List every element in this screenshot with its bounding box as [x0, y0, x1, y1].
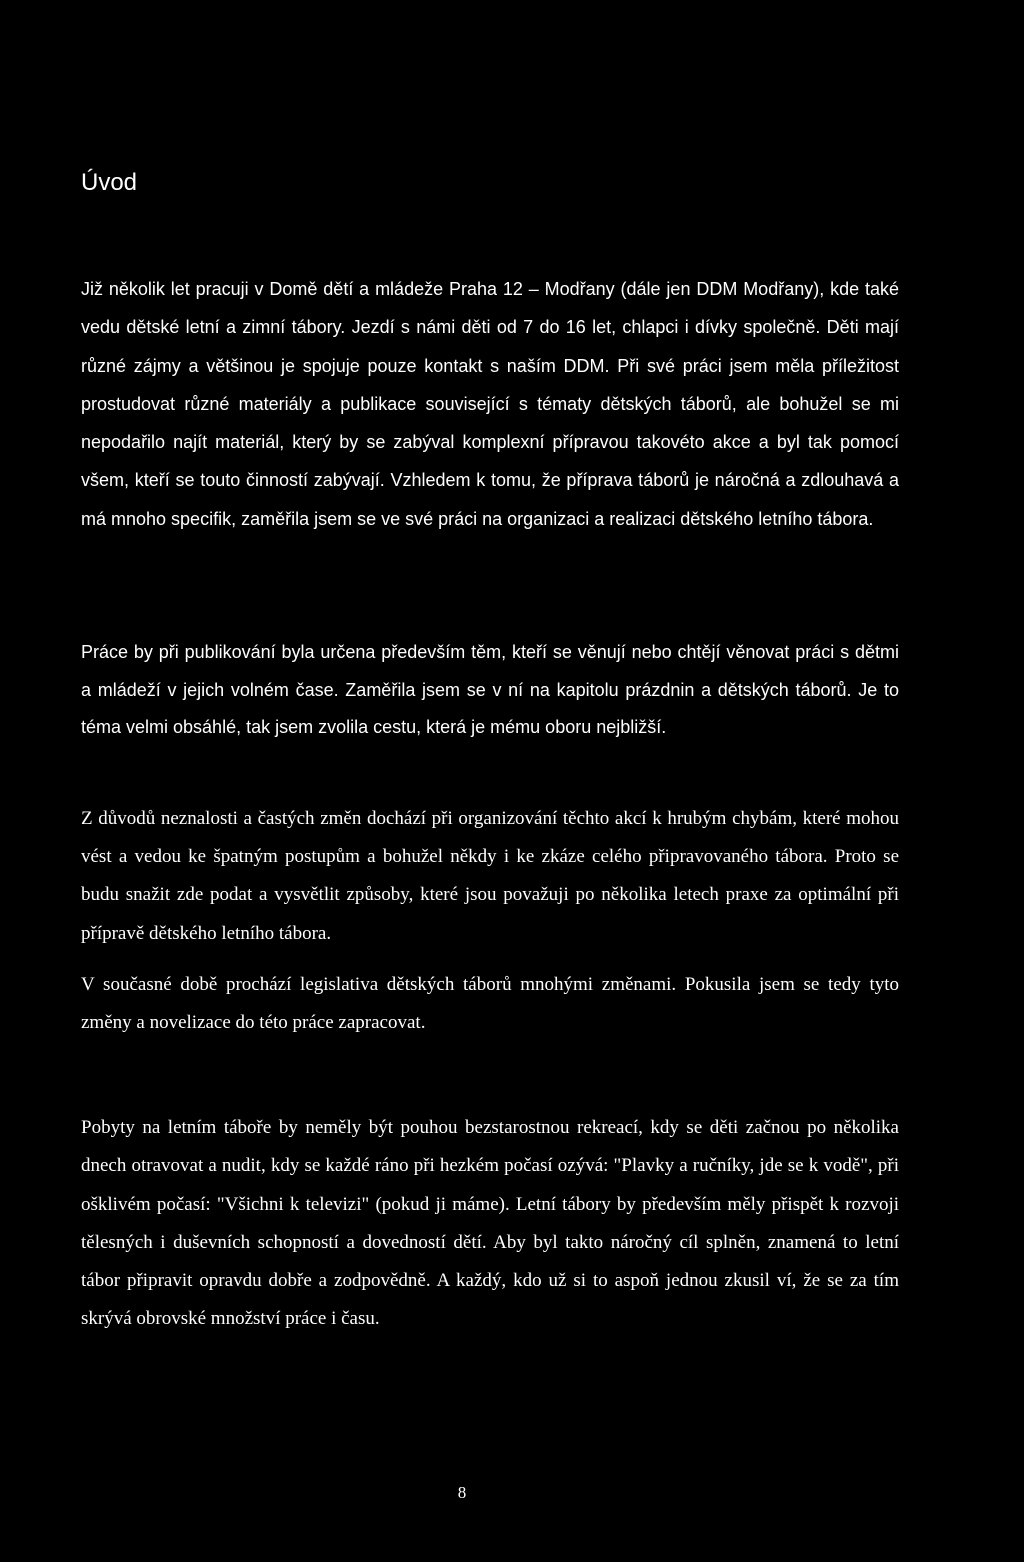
paragraph-camp-stays: Pobyty na letním táboře by neměly být pouhou bezstarostnou rekreací, kdy se děti začnou po několika dnech otravovat a nudit, kdy se každé ráno při hezkém počasí ozývá: "Plavky a ručníky, jde se k vodě", při ošklivém počasí: "Všichni k televizi" (pokud ji máme). Letní tábory by především měly přispět k rozvoji tělesných i duševních schopností a dovedností dětí. Aby byl takto náročný cíl splněn, znamená to letní tábor připravit opravdu dobře a zodpovědně. A každý, kdo už si to aspoň jednou zkusil ví, že se za tím skrývá obrovské množství práce i času. — [81, 1117, 899, 1330]
paragraph-mistakes: Z důvodů neznalosti a častých změn dochází při organizování těchto akcí k hrubým chybám, které mohou vést a vedou ke špatným postupům a bohužel někdy i ke zkáze celého připravovaného tábora. Proto se budu snažit zde podat a vysvětlit způsoby, které jsou považuji po několika letech praxe za optimální při přípravě dětského letního tábora. — [81, 808, 899, 944]
page-number: 8 — [457, 1483, 467, 1502]
paragraph-legislation: V současné době prochází legislativa dětských táborů mnohými změnami. Pokusila jsem se tedy tyto změny a novelizace do této práce zapracovat. — [81, 974, 899, 1034]
paragraph-audience: Práce by při publikování byla určena především těm, kteří se věnují nebo chtějí věnovat práci s dětmi a mládeží v jejich volném čase. Zaměřila jsem se v ní na kapitolu prázdnin a dětských táborů. Je to téma velmi obsáhlé, tak jsem zvolila cestu, která je mému oboru nejbližší. — [81, 642, 899, 737]
paragraph-intro: Již několik let pracuji v Domě dětí a mládeže Praha 12 – Modřany (dále jen DDM Modřany), kde také vedu dětské letní a zimní tábory. Jezdí s námi děti od 7 do 16 let, chlapci i dívky společně. Děti mají různé zájmy a většinou je spojuje pouze kontakt s naším DDM. Při své práci jsem měla příležitost prostudovat různé materiály a publikace související s tématy dětských táborů, ale bohužel se mi nepodařilo najít materiál, který by se zabýval komplexní přípravou takovéto akce a byl tak pomocí všem, kteří se touto činností zabývají. Vzhledem k tomu, že příprava táborů je náročná a zdlouhavá a má mnoho specifik, zaměřila jsem se ve své práci na organizaci a realizaci dětského letního tábora. — [81, 279, 899, 529]
section-heading: Úvod — [81, 169, 138, 196]
